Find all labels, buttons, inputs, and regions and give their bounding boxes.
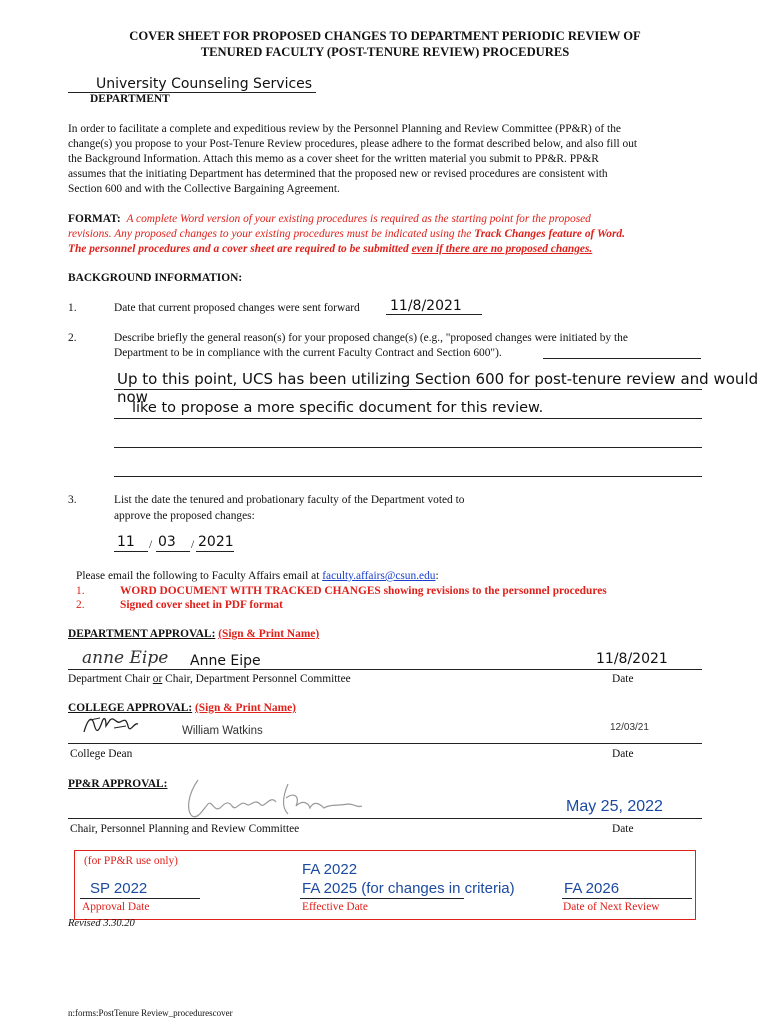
item2-underline-3 [114,447,702,448]
item2-answer-line1[interactable]: Up to this point, UCS has been utilizing Section 600 for post-tenure review and would now [117,370,759,406]
ppr-approval-heading: PP&R APPROVAL: [68,778,168,790]
email-item-1-number: 1. [76,585,85,597]
ppr-chair-label: Chair, Personnel Planning and Review Committee [70,823,300,835]
intro-line: the Background Information. Attach this memo as a cover sheet for the written material you submit to PP&R. PP&R [68,153,599,165]
revised-date: Revised 3.30.20 [68,918,135,929]
document-title-line2: TENURED FACULTY (POST-TENURE REVIEW) PROCEDURES [200,45,570,59]
format-line2b: Track Changes feature of Word. [474,228,625,240]
footer-path: n:forms:PostTenure Review_procedurescover [68,1008,233,1018]
dept-signature[interactable]: anne Eipe [82,648,169,668]
email-item-2-number: 2. [76,599,85,611]
intro-line: Section 600 and with the Collective Bargaining Agreement. [68,183,340,195]
item2-underline-2 [114,418,702,419]
item1-text: Date that current proposed changes were sent forward [114,302,360,314]
department-value[interactable]: University Counseling Services [96,76,313,92]
format-line3b: even if there are no proposed changes. [411,243,593,255]
next-review-value[interactable]: FA 2026 [564,880,620,897]
ppr-signature[interactable] [178,774,378,829]
intro-line: assumes that the initiating Department has determined that the proposed new or revised procedures are consistent with [68,168,608,180]
department-label: DEPARTMENT [90,93,170,105]
vote-slash-2: / [191,539,195,551]
background-heading: BACKGROUND INFORMATION: [68,272,243,284]
ppr-signature-graphic [178,774,378,824]
dept-approval-heading [68,628,319,640]
dept-date-label: Date [612,673,634,685]
college-approval-sub: (Sign & Print Name) [195,702,296,714]
format-line2a: revisions. Any proposed changes to your existing procedures must be indicated using the [68,228,475,240]
college-signature[interactable] [80,712,140,745]
effective-date-line [300,898,464,899]
item2-answer-line2[interactable]: like to propose a more specific document for this review. [132,400,544,416]
college-date-label: Date [612,748,634,760]
format-label: FORMAT: [68,213,121,225]
dept-approval-label: DEPARTMENT APPROVAL: [68,628,216,640]
item1-number: 1. [68,302,77,314]
vote-day-underline [156,551,190,552]
approval-date-value[interactable]: SP 2022 [90,880,148,897]
college-approval-label: COLLEGE APPROVAL: [68,702,193,714]
ppr-use-only-label: (for PP&R use only) [84,855,178,867]
format-block [68,212,708,257]
college-signature-line [68,743,702,744]
college-approval-date[interactable]: 12/03/21 [610,722,649,733]
effective-date-value-2[interactable]: FA 2025 (for changes in criteria) [302,880,515,897]
next-review-line [562,898,692,899]
item1-underline [386,314,482,315]
item1-date-value[interactable]: 11/8/2021 [390,298,462,314]
vote-year[interactable]: 2021 [198,534,234,550]
vote-slash-1: / [149,539,153,551]
dept-label-b: Chair, Department Personnel Committee [162,673,351,685]
college-printed-name[interactable]: William Watkins [182,725,263,737]
dept-signature-line [68,669,702,670]
approval-date-line [80,898,200,899]
vote-year-underline [196,551,234,552]
vote-day[interactable]: 03 [158,534,176,550]
item2-underline-1 [114,389,702,390]
intro-line: change(s) you propose to your Post-Tenure Review procedures, please adhere to the format described below, and also fill out [68,138,638,150]
email-colon: : [435,570,439,582]
item2-text-line2: Department to be in compliance with the current Faculty Contract and Section 600"). [114,347,502,359]
vote-month[interactable]: 11 [117,534,135,550]
email-text: Please email the following to Faculty Affairs email at [76,570,323,582]
email-item-2: Signed cover sheet in PDF format [120,599,283,611]
ppr-approval-date[interactable]: May 25, 2022 [566,798,663,815]
item2-underline-4 [114,476,702,477]
document-title-line1: COVER SHEET FOR PROPOSED CHANGES TO DEPARTMENT PERIODIC REVIEW OF [129,29,641,43]
effective-date-value-1[interactable]: FA 2022 [302,861,358,878]
ppr-signature-line [68,818,702,819]
format-line1: A complete Word version of your existing procedures is required as the starting point for the proposed [126,213,591,225]
email-link[interactable]: faculty.affairs@csun.edu [322,570,436,582]
dept-approval-date[interactable]: 11/8/2021 [596,651,668,667]
item2-number: 2. [68,332,77,344]
dept-signer-label [68,673,351,685]
college-signature-graphic [80,712,140,740]
intro-paragraph [68,122,708,197]
effective-date-label: Effective Date [302,901,368,913]
item2-underline-0 [543,358,701,359]
intro-line: In order to facilitate a complete and expeditious review by the Personnel Planning and Review Committee (PP&R) of the [68,123,621,135]
email-item-1: WORD DOCUMENT WITH TRACKED CHANGES showing revisions to the personnel procedures [120,585,607,597]
approval-date-label: Approval Date [82,901,150,913]
dept-printed-name[interactable]: Anne Eipe [190,653,261,669]
item3-text-line2: approve the proposed changes: [114,510,255,522]
dept-approval-sub: (Sign & Print Name) [218,628,320,640]
format-line3a: The personnel procedures and a cover sheet are required to be submitted [68,243,412,255]
dept-label-a: Department Chair [68,673,153,685]
college-dean-label: College Dean [70,748,133,760]
email-instruction [76,570,439,582]
item3-number: 3. [68,494,77,506]
vote-month-underline [114,551,148,552]
next-review-label: Date of Next Review [563,901,660,913]
dept-label-or: or [152,673,163,685]
item2-text-line1: Describe briefly the general reason(s) for your proposed change(s) (e.g., "proposed changes were initiated by the [114,332,628,344]
item3-text-line1: List the date the tenured and probationary faculty of the Department voted to [114,494,465,506]
ppr-date-label: Date [612,823,634,835]
